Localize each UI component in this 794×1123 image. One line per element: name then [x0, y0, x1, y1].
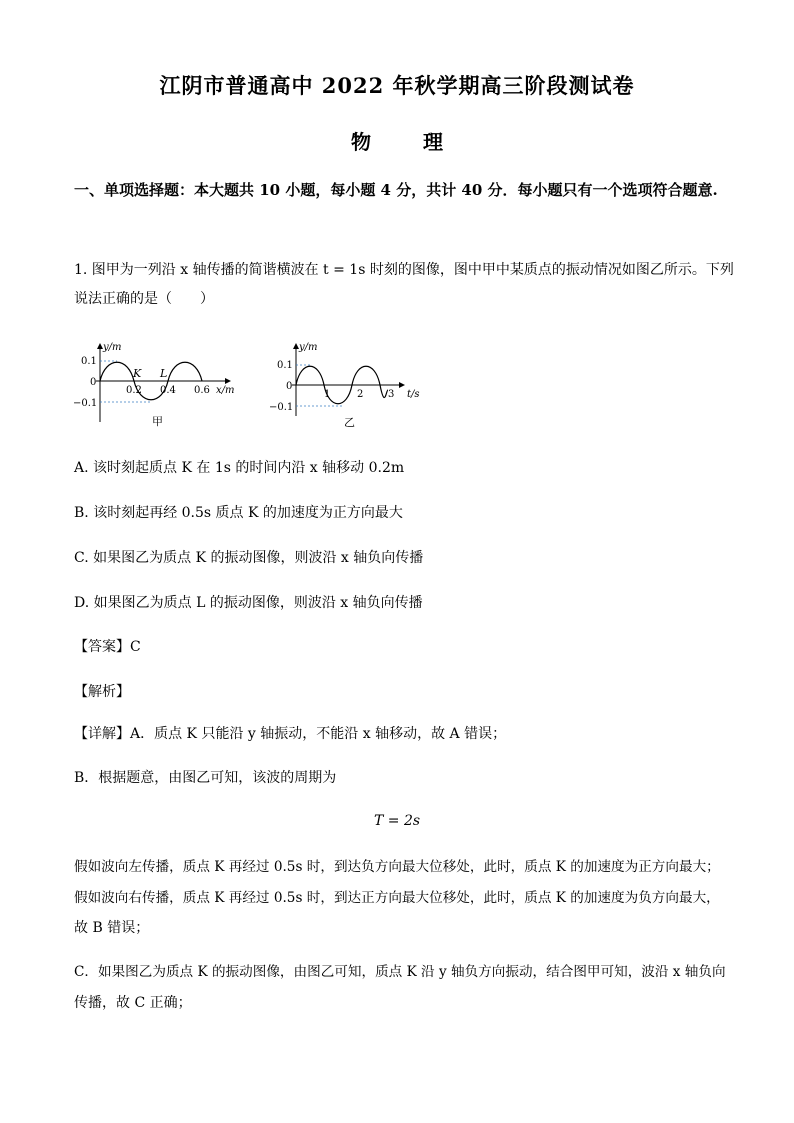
- jia-caption: 甲: [152, 415, 163, 428]
- detail-b-intro: B．根据题意，由图乙可知，该波的周期为: [74, 770, 337, 786]
- period-formula: T = 2s: [373, 813, 421, 829]
- yi-x-label: t/s: [407, 389, 420, 400]
- option-c: C. 如果图乙为质点 K 的振动图像，则波沿 x 轴负向传播: [74, 550, 424, 566]
- section-heading: 一、单项选择题：本大题共 10 小题，每小题 4 分，共计 40 分．每小题只有一个选项符合题意.: [74, 181, 718, 199]
- yi-y-tick-bottom: −0.1: [269, 402, 294, 413]
- jia-x-label: x/m: [216, 385, 235, 396]
- detail-c-line1: C．如果图乙为质点 K 的振动图像，由图乙可知，质点 K 沿 y 轴负方向振动，结合图甲可知，波沿 x 轴负向: [74, 964, 726, 980]
- jia-y-tick-bottom: −0.1: [73, 398, 98, 409]
- yi-x-tick-2: 2: [357, 389, 364, 400]
- detail-c-line2: 传播，故 C 正确；: [74, 995, 192, 1011]
- subject-title: [0, 126, 794, 155]
- yi-x-tick-3: 3: [388, 389, 395, 400]
- jia-y-tick-top: 0.1: [81, 356, 97, 367]
- subject-char-2: 理: [423, 130, 443, 154]
- jia-point-k: K: [133, 367, 142, 380]
- jia-x-tick-3: 0.6: [194, 385, 210, 396]
- jia-y-label: y/m: [103, 342, 122, 353]
- option-b: B. 该时刻起再经 0.5s 质点 K 的加速度为正方向最大: [74, 505, 403, 521]
- yi-y-tick-zero: 0: [286, 381, 293, 392]
- answer-label: 【答案】C: [74, 639, 141, 655]
- yi-caption: 乙: [344, 416, 355, 429]
- figure-yi: [266, 338, 436, 434]
- figure-jia: [70, 338, 250, 430]
- detail-b-conclusion: 故 B 错误；: [74, 920, 150, 936]
- yi-y-tick-top: 0.1: [277, 360, 293, 371]
- detail-b-left: 假如波向左传播，质点 K 再经过 0.5s 时，到达负方向最大位移处，此时，质点 K 的加速度为正方向最大；: [74, 859, 720, 875]
- jia-x-tick-2: 0.4: [160, 385, 176, 396]
- analysis-label: 【解析】: [74, 684, 130, 700]
- exam-title: 江阴市普通高中 2022 年秋学期高三阶段测试卷: [159, 73, 635, 98]
- jia-y-tick-zero: 0: [90, 377, 97, 388]
- option-a: A. 该时刻起质点 K 在 1s 的时间内沿 x 轴移动 0.2m: [74, 460, 405, 476]
- jia-x-tick-1: 0.2: [126, 385, 142, 396]
- yi-x-tick-1: 1: [324, 389, 331, 400]
- subject-char-1: 物: [351, 130, 371, 154]
- question-1-stem: 1. 图甲为一列沿 x 轴传播的简谐横波在 t = 1s 时刻的图像，图中甲中某质点的振动情况如图乙所示。下列说法正确的是（ ）: [74, 262, 734, 307]
- detail-b-right: 假如波向右传播，质点 K 再经过 0.5s 时，到达正方向最大位移处，此时，质点 K 的加速度为负方向最大，: [74, 890, 720, 906]
- detail-a: 【详解】A．质点 K 只能沿 y 轴振动，不能沿 x 轴移动，故 A 错误；: [74, 726, 507, 742]
- yi-y-label: y/m: [299, 342, 318, 353]
- jia-point-l: L: [160, 367, 168, 380]
- option-d: D. 如果图乙为质点 L 的振动图像，则波沿 x 轴负向传播: [74, 595, 423, 611]
